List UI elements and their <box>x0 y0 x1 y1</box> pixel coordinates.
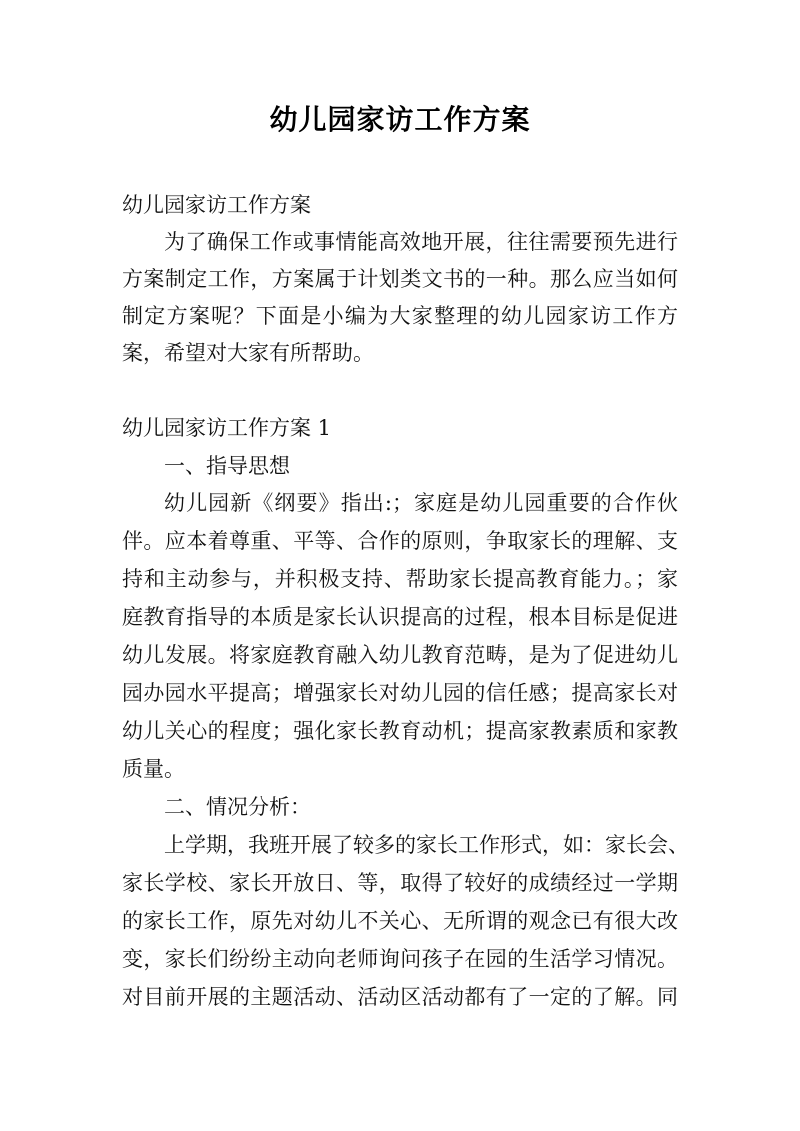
paragraph-line: 庭教育指导的本质是家长认识提高的过程，根本目标是促进 <box>122 605 678 629</box>
paragraph-line: 家长学校、家长开放日、等，取得了较好的成绩经过一学期 <box>122 871 678 895</box>
paragraph-line: 幼儿发展。将家庭教育融入幼儿教育范畴，是为了促进幼儿 <box>122 643 678 667</box>
paragraph-line: 园办园水平提高；增强家长对幼儿园的信任感；提高家长对 <box>122 681 678 705</box>
section-title: 幼儿园家访工作方案 1 <box>122 416 332 440</box>
intro-line: 制定方案呢？下面是小编为大家整理的幼儿园家访工作方 <box>122 304 678 328</box>
paragraph-line: 质量。 <box>122 757 185 781</box>
paragraph-line: 上学期，我班开展了较多的家长工作形式，如：家长会、 <box>164 833 689 857</box>
heading-guiding-thought: 一、指导思想 <box>164 454 290 478</box>
paragraph-line: 对目前开展的主题活动、活动区活动都有了一定的了解。同 <box>122 985 678 1009</box>
intro-line: 为了确保工作或事情能高效地开展，往往需要预先进行 <box>164 230 678 254</box>
intro-line: 方案制定工作，方案属于计划类文书的一种。那么应当如何 <box>122 267 678 291</box>
paragraph-line: 变，家长们纷纷主动向老师询问孩子在园的生活学习情况。 <box>122 947 678 971</box>
paragraph-line: 幼儿关心的程度；强化家长教育动机；提高家教素质和家教 <box>122 719 678 743</box>
document-title: 幼儿园家访工作方案 <box>269 103 531 136</box>
heading-situation-analysis: 二、情况分析： <box>164 795 311 819</box>
document-subtitle: 幼儿园家访工作方案 <box>122 193 311 217</box>
paragraph-line: 伴。应本着尊重、平等、合作的原则，争取家长的理解、支 <box>122 529 678 553</box>
paragraph-line: 持和主动参与，并积极支持、帮助家长提高教育能力。；家 <box>122 567 678 591</box>
intro-line: 案，希望对大家有所帮助。 <box>122 341 374 365</box>
paragraph-line: 幼儿园新《纲要》指出:；家庭是幼儿园重要的合作伙 <box>164 491 678 515</box>
paragraph-line: 的家长工作，原先对幼儿不关心、无所谓的观念已有很大改 <box>122 909 678 933</box>
